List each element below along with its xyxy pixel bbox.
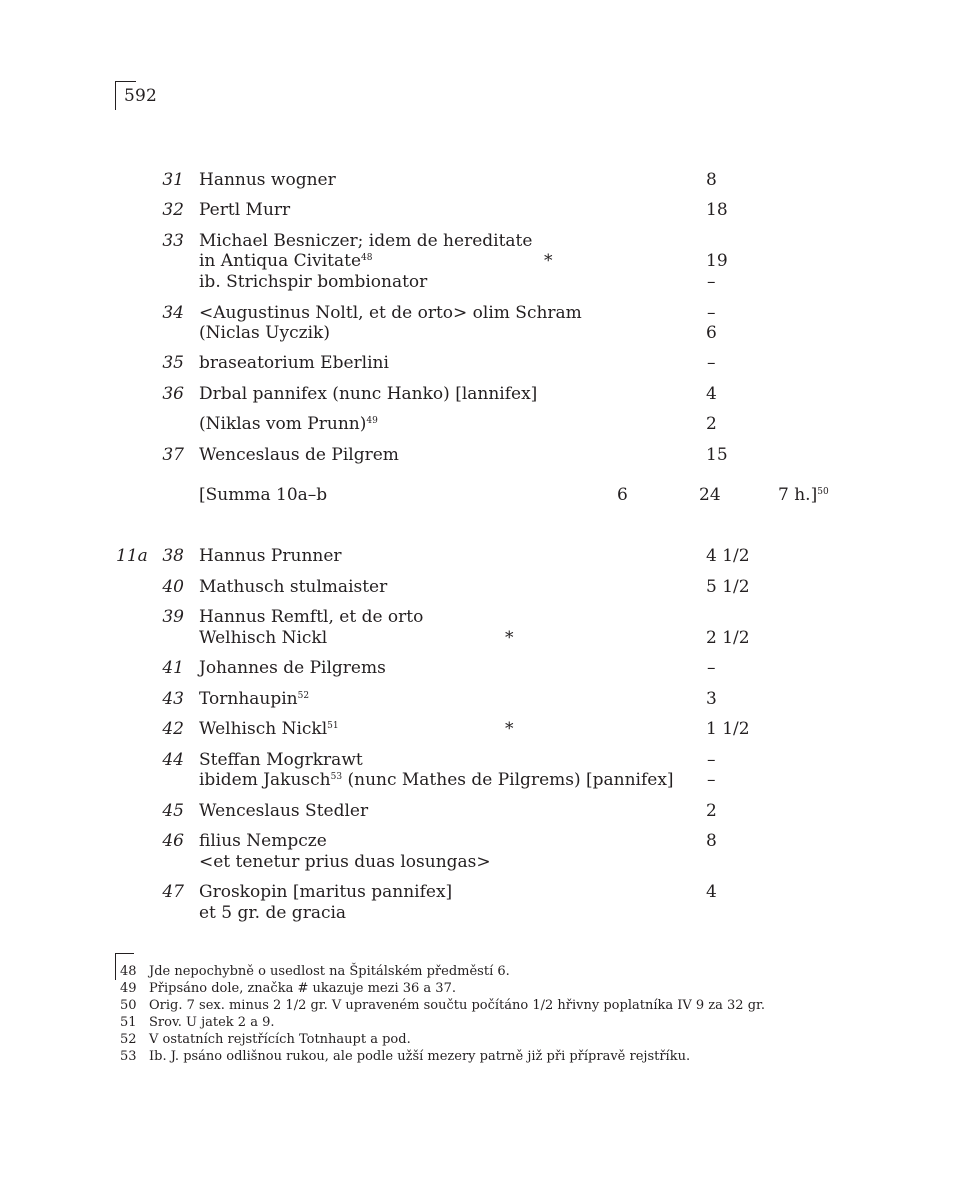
entry-name: (Niklas vom Prunn)$^{49}$ [199, 414, 378, 434]
footnote-number: 51 [120, 1015, 137, 1030]
footnote-ref: 51 [327, 721, 339, 731]
entry-name: Welhisch Nickl$^{51}$ [199, 719, 339, 739]
register-row [0, 688, 960, 710]
footnote-number: 49 [120, 981, 137, 996]
footnote-text: Orig. 7 sex. minus 2 1/2 gr. V upraveném součtu počítáno 1/2 hřivny poplatníka IV 9 za 32 gr. [149, 998, 765, 1013]
entry-amount: 2 1/2 [706, 628, 750, 648]
footnote-ref: 48 [361, 253, 373, 263]
entry-number: 43 [162, 689, 184, 709]
entry-amount: 15 [706, 445, 728, 465]
register-row [0, 271, 960, 293]
entry-amount: – [707, 658, 716, 678]
entry-number: 39 [162, 607, 184, 627]
register-row [0, 851, 960, 873]
register-row [0, 576, 960, 598]
entry-name: Hannus wogner [199, 170, 336, 190]
asterisk-mark: * [505, 628, 514, 648]
footnote-number: 52 [120, 1032, 137, 1047]
register-row [0, 413, 960, 435]
footnote [0, 1014, 960, 1031]
register-row [0, 881, 960, 903]
entry-amount: 4 1/2 [706, 546, 750, 566]
entry-name: Mathusch stulmaister [199, 577, 388, 597]
entry-amount: 1 1/2 [706, 719, 750, 739]
footnote-ref: 49 [366, 416, 378, 426]
register-row [0, 545, 960, 567]
entry-number: 35 [162, 353, 184, 373]
footnote-number: 48 [120, 964, 137, 979]
entry-name: Pertl Murr [199, 200, 291, 220]
register-row [0, 769, 960, 791]
register-row [0, 718, 960, 740]
entry-number: 47 [162, 882, 184, 902]
register-row [0, 627, 960, 649]
entry-amount: – [707, 750, 716, 770]
entry-number: 36 [162, 384, 184, 404]
entry-name: (Niclas Uyczik) [199, 323, 330, 343]
entry-amount: – [707, 303, 716, 323]
footnote [0, 963, 960, 980]
footnote-ref: 50 [817, 487, 829, 497]
entry-name: et 5 gr. de gracia [199, 903, 347, 923]
register-row [0, 230, 960, 252]
register-row [0, 800, 960, 822]
page-number: 592 [124, 86, 158, 106]
entry-name: Steffan Mogrkrawt [199, 750, 363, 770]
register-row [0, 322, 960, 344]
footnote [0, 980, 960, 997]
entry-number: 41 [162, 658, 184, 678]
entry-amount: 18 [706, 200, 728, 220]
entry-amount: – [707, 770, 716, 790]
entry-number: 34 [162, 303, 184, 323]
entry-amount: – [707, 272, 716, 292]
entry-number: 31 [162, 170, 184, 190]
footnote [0, 997, 960, 1014]
entry-amount: 19 [706, 251, 728, 271]
entry-name: Michael Besniczer; idem de hereditate [199, 231, 533, 251]
register-row [0, 352, 960, 374]
asterisk-mark: * [544, 251, 553, 271]
entry-amount: 6 [706, 323, 717, 343]
register-row [0, 902, 960, 924]
entry-amount: – [707, 353, 716, 373]
footnote-text: Srov. U jatek 2 a 9. [149, 1015, 275, 1030]
footnote [0, 1031, 960, 1048]
entry-number: 45 [162, 801, 184, 821]
asterisk-mark: * [505, 719, 514, 739]
entry-name: ib. Strichspir bombionator [199, 272, 428, 292]
register-row [0, 250, 960, 272]
footnote-text: V ostatních rejstřících Totnhaupt a pod. [149, 1032, 411, 1047]
entry-name: Drbal pannifex (nunc Hanko) [lannifex] [199, 384, 538, 404]
register-row [0, 302, 960, 324]
footnote-text: Připsáno dole, značka # ukazuje mezi 36 a 37. [149, 981, 456, 996]
entry-number: 46 [162, 831, 184, 851]
entry-amount: 4 [706, 882, 717, 902]
footnote [0, 1048, 960, 1065]
entry-name: Wenceslaus de Pilgrem [199, 445, 399, 465]
entry-amount: 5 1/2 [706, 577, 750, 597]
footnote-text: Ib. J. psáno odlišnou rukou, ale podle užší mezery patrně již při přípravě rejstříku. [149, 1049, 691, 1064]
register-row [0, 199, 960, 221]
entry-amount: 3 [706, 689, 717, 709]
entry-name: Welhisch Nickl [199, 628, 328, 648]
entry-name: filius Nempcze [199, 831, 327, 851]
footnote-ref: 53 [330, 772, 343, 782]
entry-amount: 8 [706, 831, 717, 851]
entry-name: <et tenetur prius duas losungas> [199, 852, 491, 872]
section-label: 11a [116, 546, 148, 566]
register-row [0, 169, 960, 191]
summary-label: [Summa 10a–b [199, 485, 328, 505]
register-row [0, 749, 960, 771]
register-row [0, 657, 960, 679]
register-row [0, 383, 960, 405]
entry-number: 40 [162, 577, 184, 597]
summary-row [0, 484, 960, 506]
entry-name: <Augustinus Noltl, et de orto> olim Schram [199, 303, 582, 323]
entry-number: 37 [162, 445, 184, 465]
register-row [0, 444, 960, 466]
entry-name: braseatorium Eberlini [199, 353, 389, 373]
entry-name: Hannus Remftl, et de orto [199, 607, 424, 627]
footnote-text: Jde nepochybně o usedlost na Špitálském předměstí 6. [149, 964, 510, 979]
entry-name: Groskopin [maritus pannifex] [199, 882, 453, 902]
entry-number: 38 [162, 546, 184, 566]
entry-number: 44 [162, 750, 184, 770]
summary-total: 7 h.]$^{50}$ [778, 485, 829, 505]
entry-amount: 8 [706, 170, 717, 190]
footnote-number: 50 [120, 998, 137, 1013]
summary-amount: 24 [699, 485, 721, 505]
summary-value: 6 [617, 485, 628, 505]
entry-name: ibidem Jakusch$^{53}$ (nunc Mathes de Pilgrems) [pannifex] [199, 770, 674, 790]
entry-number: 42 [162, 719, 184, 739]
entry-name: Johannes de Pilgrems [199, 658, 386, 678]
entry-name: Tornhaupin$^{52}$ [199, 689, 310, 709]
entry-name: Hannus Prunner [199, 546, 342, 566]
register-row [0, 830, 960, 852]
entry-number: 32 [162, 200, 184, 220]
entry-amount: 2 [706, 414, 717, 434]
register-row [0, 606, 960, 628]
entry-name: Wenceslaus Stedler [199, 801, 369, 821]
entry-amount: 2 [706, 801, 717, 821]
footnote-ref: 52 [297, 691, 310, 701]
entry-amount: 4 [706, 384, 717, 404]
entry-number: 33 [162, 231, 184, 251]
footnote-number: 53 [120, 1049, 137, 1064]
entry-name: in Antiqua Civitate$^{48}$ [199, 251, 373, 271]
